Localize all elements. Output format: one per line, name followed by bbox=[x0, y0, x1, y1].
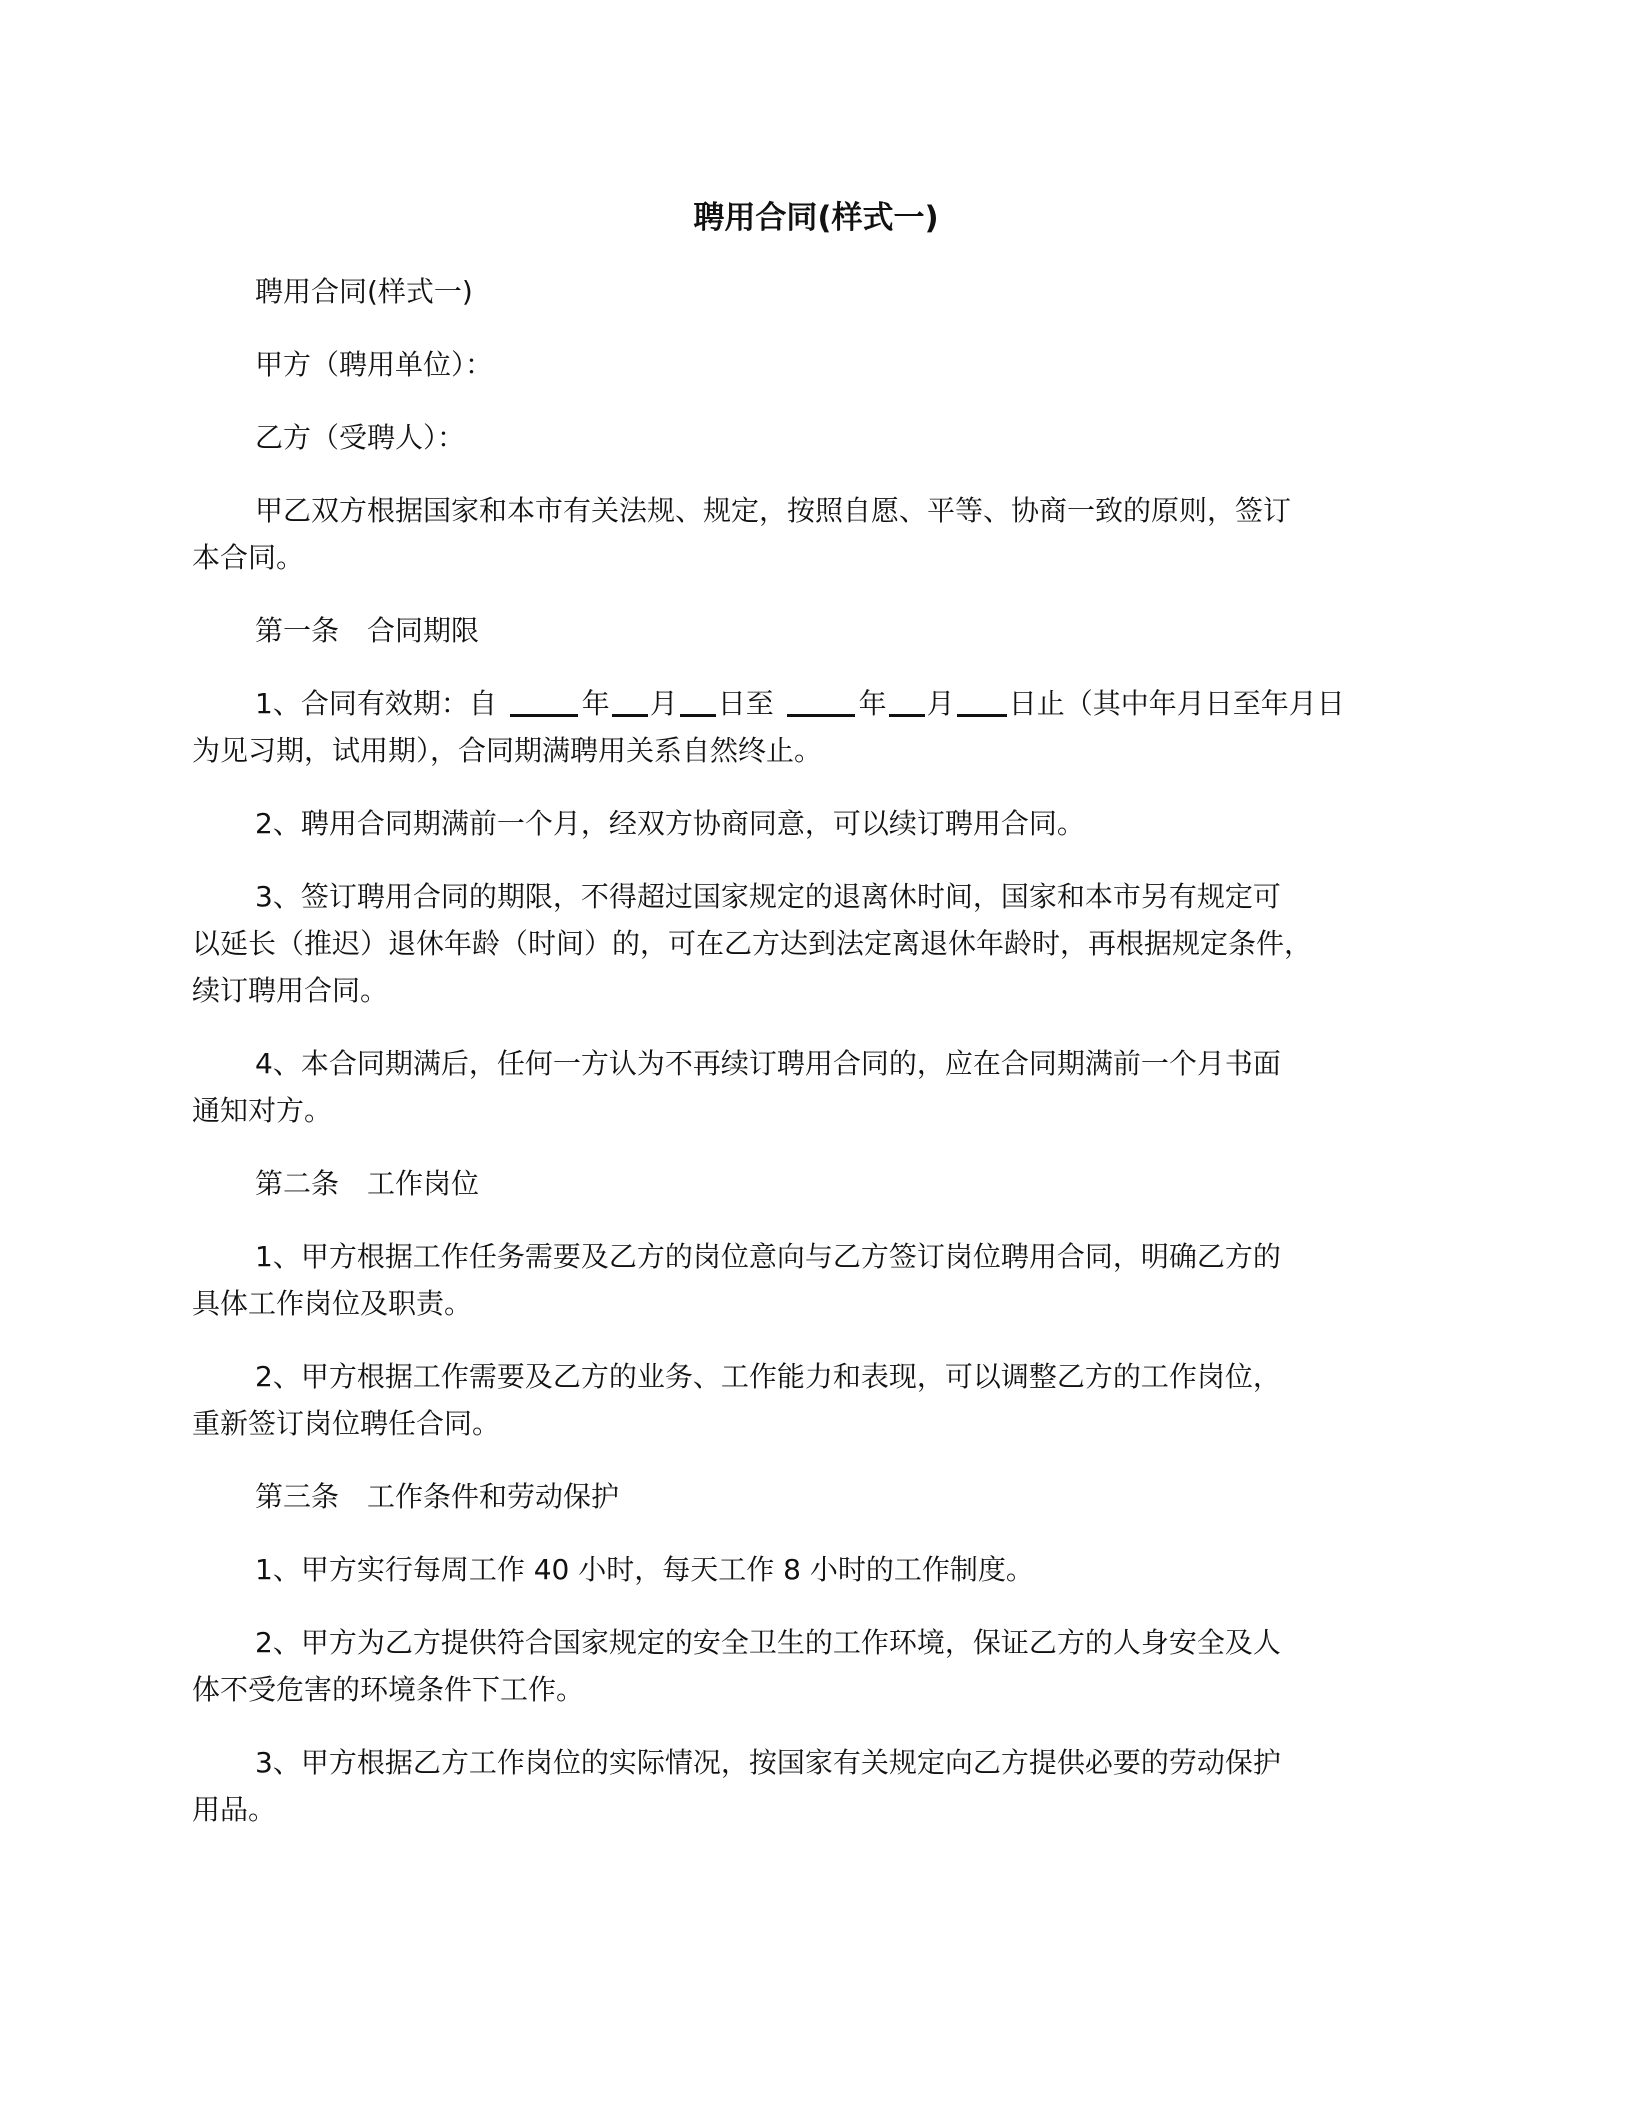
document-body bbox=[192, 268, 1452, 1859]
paragraph-line: 第三条 工作条件和劳动保护 bbox=[255, 1480, 620, 1513]
paragraph-line: 重新签订岗位聘任合同。 bbox=[192, 1407, 501, 1440]
paragraph bbox=[192, 487, 1452, 581]
paragraph bbox=[192, 341, 1452, 388]
paragraph-line: 3、甲方根据乙方工作岗位的实际情况，按国家有关规定向乙方提供必要的劳动保护 bbox=[255, 1746, 1281, 1779]
text-segment: 1、合同有效期：自 bbox=[255, 687, 506, 720]
paragraph bbox=[192, 1546, 1452, 1593]
paragraph bbox=[192, 873, 1452, 1014]
paragraph bbox=[192, 1473, 1452, 1520]
text-segment: 月 bbox=[649, 687, 678, 720]
text-segment: 日至 bbox=[717, 687, 783, 720]
text-segment: 月 bbox=[926, 687, 955, 720]
paragraph-line bbox=[192, 680, 1452, 727]
paragraph-line: 聘用合同(样式一) bbox=[255, 275, 473, 308]
fill-in-blank bbox=[510, 684, 578, 717]
paragraph bbox=[192, 1739, 1452, 1833]
paragraph bbox=[192, 1040, 1452, 1134]
paragraph bbox=[192, 800, 1452, 847]
text-segment: 年 bbox=[581, 687, 610, 720]
paragraph-line: 乙方（受聘人）： bbox=[255, 421, 466, 454]
paragraph-line: 甲乙双方根据国家和本市有关法规、规定，按照自愿、平等、协商一致的原则，签订 bbox=[255, 494, 1292, 527]
paragraph-line: 2、甲方为乙方提供符合国家规定的安全卫生的工作环境，保证乙方的人身安全及人 bbox=[255, 1626, 1281, 1659]
paragraph bbox=[192, 1353, 1452, 1447]
paragraph-line: 本合同。 bbox=[192, 541, 305, 574]
paragraph bbox=[192, 680, 1452, 774]
paragraph-line: 为见习期，试用期），合同期满聘用关系自然终止。 bbox=[192, 734, 823, 767]
paragraph bbox=[192, 1233, 1452, 1327]
text-segment: 年 bbox=[858, 687, 887, 720]
paragraph-line: 通知对方。 bbox=[192, 1094, 333, 1127]
paragraph-line: 第二条 工作岗位 bbox=[255, 1167, 480, 1200]
paragraph-line: 体不受危害的环境条件下工作。 bbox=[192, 1673, 585, 1706]
paragraph-line: 1、甲方实行每周工作 40 小时，每天工作 8 小时的工作制度。 bbox=[255, 1553, 1034, 1586]
paragraph bbox=[192, 1160, 1452, 1207]
paragraph-line: 具体工作岗位及职责。 bbox=[192, 1287, 473, 1320]
document-title: 聘用合同(样式一) bbox=[693, 200, 939, 236]
paragraph-line: 用品。 bbox=[192, 1793, 277, 1826]
fill-in-blank bbox=[787, 684, 855, 717]
text-segment: 日止（其中年月日至年月日 bbox=[1008, 687, 1345, 720]
fill-in-blank bbox=[889, 684, 925, 717]
paragraph bbox=[192, 268, 1452, 315]
paragraph-line: 以延长（推迟）退休年龄（时间）的，可在乙方达到法定离退休年龄时，再根据规定条件， bbox=[192, 927, 1313, 960]
fill-in-blank bbox=[612, 684, 648, 717]
paragraph-line: 甲方（聘用单位）： bbox=[255, 348, 494, 381]
paragraph bbox=[192, 414, 1452, 461]
paragraph-line: 续订聘用合同。 bbox=[192, 974, 389, 1007]
paragraph-line: 4、本合同期满后，任何一方认为不再续订聘用合同的，应在合同期满前一个月书面 bbox=[255, 1047, 1281, 1080]
fill-in-blank bbox=[957, 684, 1007, 717]
paragraph-line: 3、签订聘用合同的期限，不得超过国家规定的退离休时间，国家和本市另有规定可 bbox=[255, 880, 1281, 913]
paragraph-line: 第一条 合同期限 bbox=[255, 614, 480, 647]
paragraph bbox=[192, 607, 1452, 654]
fill-in-blank bbox=[680, 684, 716, 717]
paragraph bbox=[192, 1619, 1452, 1713]
paragraph-line: 2、聘用合同期满前一个月，经双方协商同意，可以续订聘用合同。 bbox=[255, 807, 1085, 840]
paragraph-line: 1、甲方根据工作任务需要及乙方的岗位意向与乙方签订岗位聘用合同，明确乙方的 bbox=[255, 1240, 1281, 1273]
paragraph-line: 2、甲方根据工作需要及乙方的业务、工作能力和表现，可以调整乙方的工作岗位， bbox=[255, 1360, 1281, 1393]
